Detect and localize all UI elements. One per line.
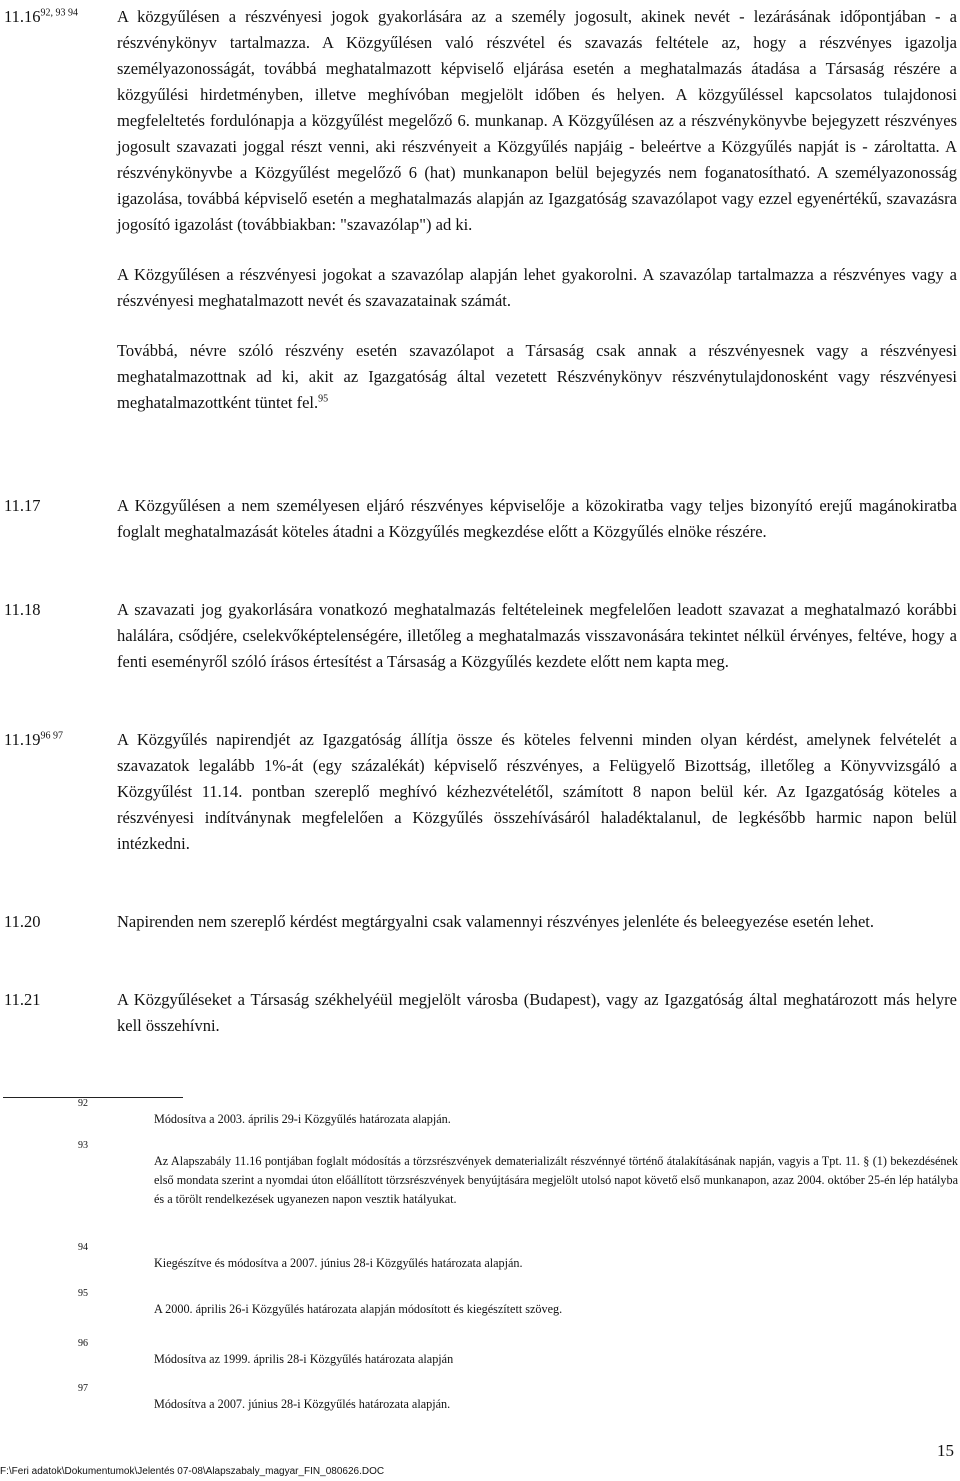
footnote-text: Az Alapszabály 11.16 pontjában foglalt módosítás a törzsrészvények dematerializált részvénnyé történő átalakításának napján, vagyis a Tpt. 11. § (1) bekezdésének első mondata szerint a nyomdai úton előállított törzsrészvények benyújtására megjelölt utolsó napot követő első munkanapon, azaz 2004. október 25-én lép hatályba és a törölt rendelkezések ugyanezen napon vesztik hatályukat. <box>154 1154 958 1206</box>
section-text <box>117 987 957 1039</box>
footnote-text: Kiegészítve és módosítva a 2007. június 28-i Közgyűlés határozata alapján. <box>154 1256 523 1270</box>
section-text <box>117 909 957 935</box>
section-text <box>117 493 957 545</box>
page-number: 15 <box>937 1441 954 1460</box>
footnote-ref: 95 <box>318 393 329 405</box>
section-11-21 <box>0 987 960 1039</box>
paragraph: A Közgyűlésen a nem személyesen eljáró részvényes képviselője a közokiratba vagy teljes bizonyító erejű magánokiratba foglalt meghatalmazását köteles átadni a Közgyűlés megkezdése előtt a Közgyűlés elnöke részére. <box>117 496 957 541</box>
paragraph: A közgyűlésen a részvényesi jogok gyakorlására az a személy jogosult, akinek nevét - lezárásának időpontjában - a részvénykönyv tartalmazza. A Közgyűlésen való részvétel és szavazás feltétele az, hogy a részvényes igazolja személyazonosságát, továbbá meghatalmazott képviselő eljárása esetén a meghatalmazás átadása a Társaság részére a közgyűlési hirdetményben, illetve meghívóban megjelölt időben és helyen. A közgyűléssel kapcsolatos tulajdonosi megfeleltetés fordulónapja a közgyűlést megelőző 6. munkanap. A Közgyűlésen az a részvénykönyvbe bejegyzett részvényes jogosult szavazati joggal részt venni, aki részvényeit a Közgyűlés napjáig - beleértve a Közgyűlés napját is - zároltatta. A részvénykönyvbe a Közgyűlést megelőző 6 (hat) munkanapon belül bejegyzés nem foganatosítható. A személyazonosság igazolása, továbbá képviselő esetén a meghatalmazás alapján az Igazgatóság szavazólapot vagy ezzel egyenértékű, szavazásra jogosító igazolást (továbbiakban: "szavazólap") ad ki. <box>117 7 957 234</box>
footnote: 93 Az Alapszabály 11.16 pontjában foglalt módosítás a törzsrészvények dematerializált részvénnyé történő átalakításának napján, vagyis a Tpt. 11. § (1) bekezdésének első mondata szerint a nyomdai úton előállított törzsrészvények benyújtására megjelölt utolsó napot követő első munkanapon, azaz 2004. október 25-én lép hatályba és a törölt rendelkezések ugyanezen napon vesztik hatályukat. <box>0 1152 960 1209</box>
paragraph: A szavazati jog gyakorlására vonatkozó meghatalmazás feltételeinek megfelelően leadott szavazat a meghatalmazó korábbi halálára, csődjére, cselekvőképtelenségére, illetőleg a meghatalmazás visszavonására tekintet nélkül érvényes, feltéve, hogy a fenti eseményről szóló írásos értesítést a Társaság a Közgyűlés kezdete előtt nem kapta meg. <box>117 600 957 671</box>
footnote-text: Módosítva az 1999. április 28-i Közgyűlés határozata alapján <box>154 1352 454 1366</box>
section-number: 11.21 <box>4 990 41 1009</box>
footnote-refs: 92, 93 94 <box>40 7 79 19</box>
paragraph: A Közgyűlésen a részvényesi jogokat a szavazólap alapján lehet gyakorolni. A szavazólap tartalmazza a részvényes vagy a részvényesi meghatalmazott nevét és szavazatainak számát. <box>117 265 957 310</box>
paragraph-text: Továbbá, névre szóló részvény esetén szavazólapot a Társaság csak annak a részvényesnek vagy a részvényesi meghatalmazottnak ad ki, akit az Igazgatóság által vezetett Részvénykönyv részvénytulajdonosként vagy részvényesi meghatalmazottként tüntet fel. <box>117 341 957 412</box>
footnote-refs: 96 97 <box>40 730 64 742</box>
section-number: 11.18 <box>4 600 41 619</box>
footnote-text: Módosítva a 2007. június 28-i Közgyűlés határozata alapján. <box>154 1397 451 1411</box>
section-11-16 <box>0 4 960 416</box>
section-text <box>117 4 957 416</box>
paragraph: A Közgyűléseket a Társaság székhelyéül megjelölt városba (Budapest), vagy az Igazgatóság által meghatározott más helyre kell összehívni. <box>117 990 957 1035</box>
paragraph: Napirenden nem szereplő kérdést megtárgyalni csak valamennyi részvényes jelenléte és beleegyezése esetén lehet. <box>117 912 874 931</box>
file-path: F:\Feri adatok\Dokumentumok\Jelentés 07-08\Alapszabaly_magyar_FIN_080626.DOC <box>0 1466 385 1477</box>
section-number <box>4 4 78 30</box>
section-number <box>4 727 63 753</box>
paragraph <box>117 338 957 416</box>
section-number-text: 11.16 <box>4 7 41 26</box>
section-text <box>117 727 957 857</box>
section-number: 11.17 <box>4 496 41 515</box>
footnote-divider <box>3 1097 183 1098</box>
section-11-20 <box>0 909 960 935</box>
section-number: 11.20 <box>4 912 41 931</box>
section-11-18 <box>0 597 960 675</box>
footnote: 96 Módosítva az 1999. április 28-i Közgyűlés határozata alapján <box>0 1350 960 1369</box>
paragraph: A Közgyűlés napirendjét az Igazgatóság állítja össze és köteles felvenni minden olyan kérdést, amelynek felvételét a szavazatok legalább 1%-át (egy százalékát) képviselő részvényes, a Felügyelő Bizottság, illetőleg a Könyvvizsgáló a Közgyűlést 11.14. pontban szereplő meghívó kézhezvételétől, számított 8 napon belül kér. Az Igazgatóság köteles a részvényesi indítványnak megfelelően a Közgyűlés összehívásáról haladéktalanul, de legkésőbb harmic napon belül intézkedni. <box>117 730 957 853</box>
section-text <box>117 597 957 675</box>
section-11-19 <box>0 727 960 857</box>
footnote: 94 Kiegészítve és módosítva a 2007. június 28-i Közgyűlés határozata alapján. <box>0 1254 960 1273</box>
footnote-text: A 2000. április 26-i Közgyűlés határozata alapján módosított és kiegészített szöveg. <box>154 1302 563 1316</box>
footnote: 97 Módosítva a 2007. június 28-i Közgyűlés határozata alapján. <box>0 1395 960 1414</box>
section-11-17 <box>0 493 960 545</box>
footnote-text: Módosítva a 2003. április 29-i Közgyűlés határozata alapján. <box>154 1112 451 1126</box>
footnote: 92 Módosítva a 2003. április 29-i Közgyűlés határozata alapján. <box>0 1110 960 1129</box>
section-number-text: 11.19 <box>4 730 41 749</box>
footnote: 95 A 2000. április 26-i Közgyűlés határozata alapján módosított és kiegészített szöveg. <box>0 1300 960 1319</box>
